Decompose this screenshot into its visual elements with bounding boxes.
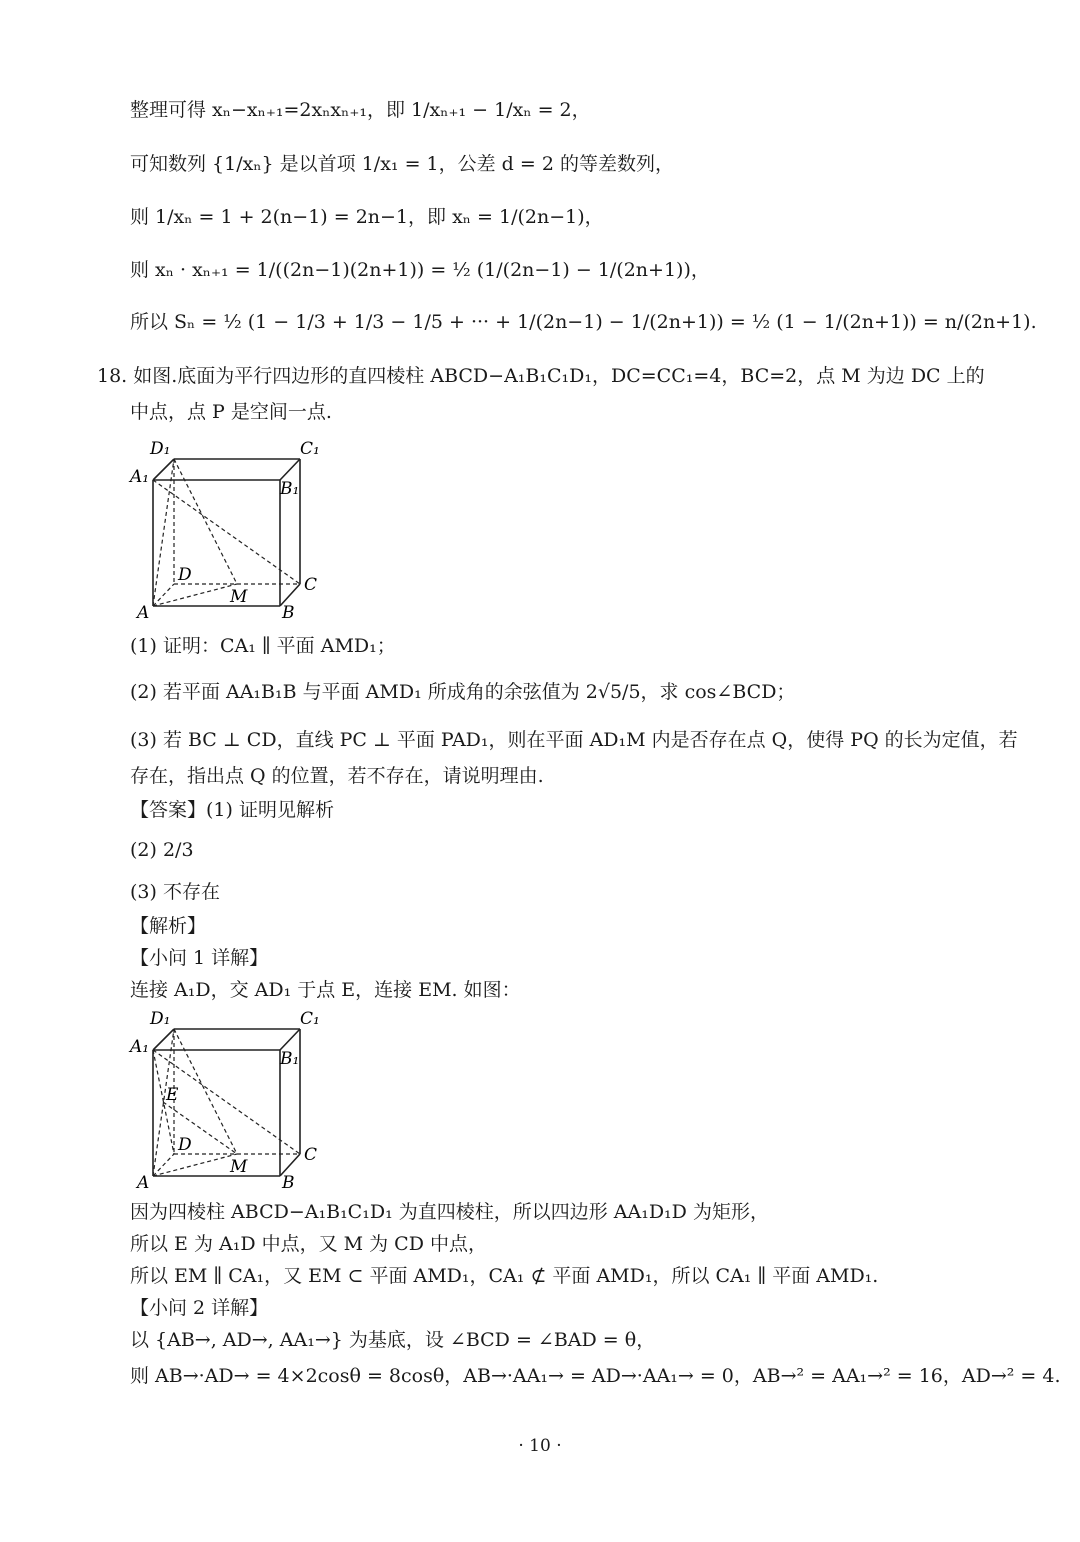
subquestion-1-line-4: 所以 EM ∥ CA₁，又 EM ⊂ 平面 AMD₁，CA₁ ⊄ 平面 AMD₁，所以 CA₁ ∥ 平面 AMD₁. [130, 1265, 879, 1287]
label-A: A [137, 1173, 150, 1193]
label-D: D [178, 1135, 192, 1155]
problem-stem-line-2: 中点，点 P 是空间一点. [130, 401, 332, 423]
label-M: M [230, 1157, 248, 1177]
segment-A1C [153, 480, 300, 584]
problem-part-3-line-2: 存在，指出点 Q 的位置，若不存在，请说明理由. [130, 765, 544, 787]
subquestion-2-line-2: 则 AB→·AD→ = 4×2cosθ = 8cosθ，AB→·AA₁→ = AD→·AA₁→ = 0，AB→² = AA₁→² = 16，AD→² = 4. [130, 1365, 1061, 1387]
subquestion-1-line-1: 连接 A₁D，交 AD₁ 于点 E，连接 EM. 如图： [130, 979, 521, 1001]
solution-line-1: 整理可得 xₙ−xₙ₊₁=2xₙxₙ₊₁，即 1/xₙ₊₁ − 1/xₙ = 2， [130, 99, 591, 121]
problem-stem-line-1 [97, 362, 985, 390]
edge-B1C1 [280, 459, 300, 480]
analysis-heading: 【解析】 [130, 915, 207, 937]
label-B1: B₁ [280, 479, 300, 499]
subquestion-2-heading: 【小问 2 详解】 [130, 1297, 269, 1319]
subquestion-2-line-1: 以 {AB→, AD→, AA₁→} 为基底，设 ∠BCD = ∠BAD = θ， [130, 1329, 656, 1351]
label-A: A [137, 603, 150, 623]
label-B1: B₁ [280, 1049, 300, 1069]
label-D1: D₁ [150, 439, 171, 459]
problem-part-2: (2) 若平面 AA₁B₁B 与平面 AMD₁ 所成角的余弦值为 2√5/5，求 cos∠BCD； [130, 681, 796, 703]
label-A1: A₁ [130, 1037, 150, 1057]
solution-line-4: 则 xₙ · xₙ₊₁ = 1/((2n−1)(2n+1)) = ½ (1/(2n−1) − 1/(2n+1))， [130, 259, 710, 281]
label-M: M [230, 587, 248, 607]
solution-line-2: 可知数列 {1/xₙ} 是以首项 1/x₁ = 1，公差 d = 2 的等差数列， [130, 153, 674, 175]
label-A1: A₁ [130, 467, 150, 487]
solution-line-5: 所以 Sₙ = ½ (1 − 1/3 + 1/3 − 1/5 + ··· + 1/(2n−1) − 1/(2n+1)) = ½ (1 − 1/(2n+1)) = n/(2n+1). [130, 311, 1037, 333]
label-E: E [166, 1085, 179, 1105]
answer-line-1: 【答案】(1) 证明见解析 [130, 799, 334, 821]
label-C1: C₁ [300, 439, 320, 459]
label-B: B [282, 1173, 295, 1193]
label-D: D [178, 565, 192, 585]
label-D1: D₁ [150, 1009, 171, 1029]
problem-number: 18. [97, 365, 128, 387]
label-C1: C₁ [300, 1009, 320, 1029]
problem-part-1: (1) 证明：CA₁ ∥ 平面 AMD₁； [130, 635, 396, 657]
answer-line-2: (2) 2/3 [130, 839, 194, 861]
page-number: · 10 · [518, 1436, 562, 1456]
segment-AD1 [153, 459, 174, 606]
label-B: B [282, 603, 295, 623]
subquestion-1-heading: 【小问 1 详解】 [130, 947, 269, 969]
subquestion-1-line-3: 所以 E 为 A₁D 中点，又 M 为 CD 中点， [130, 1233, 487, 1255]
subquestion-1-line-2: 因为四棱柱 ABCD−A₁B₁C₁D₁ 为直四棱柱，所以四边形 AA₁D₁D 为矩形， [130, 1201, 769, 1223]
solution-line-3: 则 1/xₙ = 1 + 2(n−1) = 2n−1，即 xₙ = 1/(2n−1)， [130, 206, 604, 228]
problem-part-3-line-1: (3) 若 BC ⊥ CD，直线 PC ⊥ 平面 PAD₁，则在平面 AD₁M 内是否存在点 Q，使得 PQ 的长为定值，若 [130, 729, 1018, 751]
segment-AM [153, 584, 237, 606]
edge-A1D1 [153, 459, 174, 480]
label-C: C [304, 1145, 318, 1165]
prism-figure-2 [128, 1002, 328, 1194]
label-C: C [304, 575, 318, 595]
problem-stem-text: 如图.底面为平行四边形的直四棱柱 ABCD−A₁B₁C₁D₁，DC=CC₁=4，BC=2，点 M 为边 DC 上的 [133, 365, 985, 387]
prism-figure-1 [128, 432, 328, 624]
answer-line-3: (3) 不存在 [130, 881, 220, 903]
